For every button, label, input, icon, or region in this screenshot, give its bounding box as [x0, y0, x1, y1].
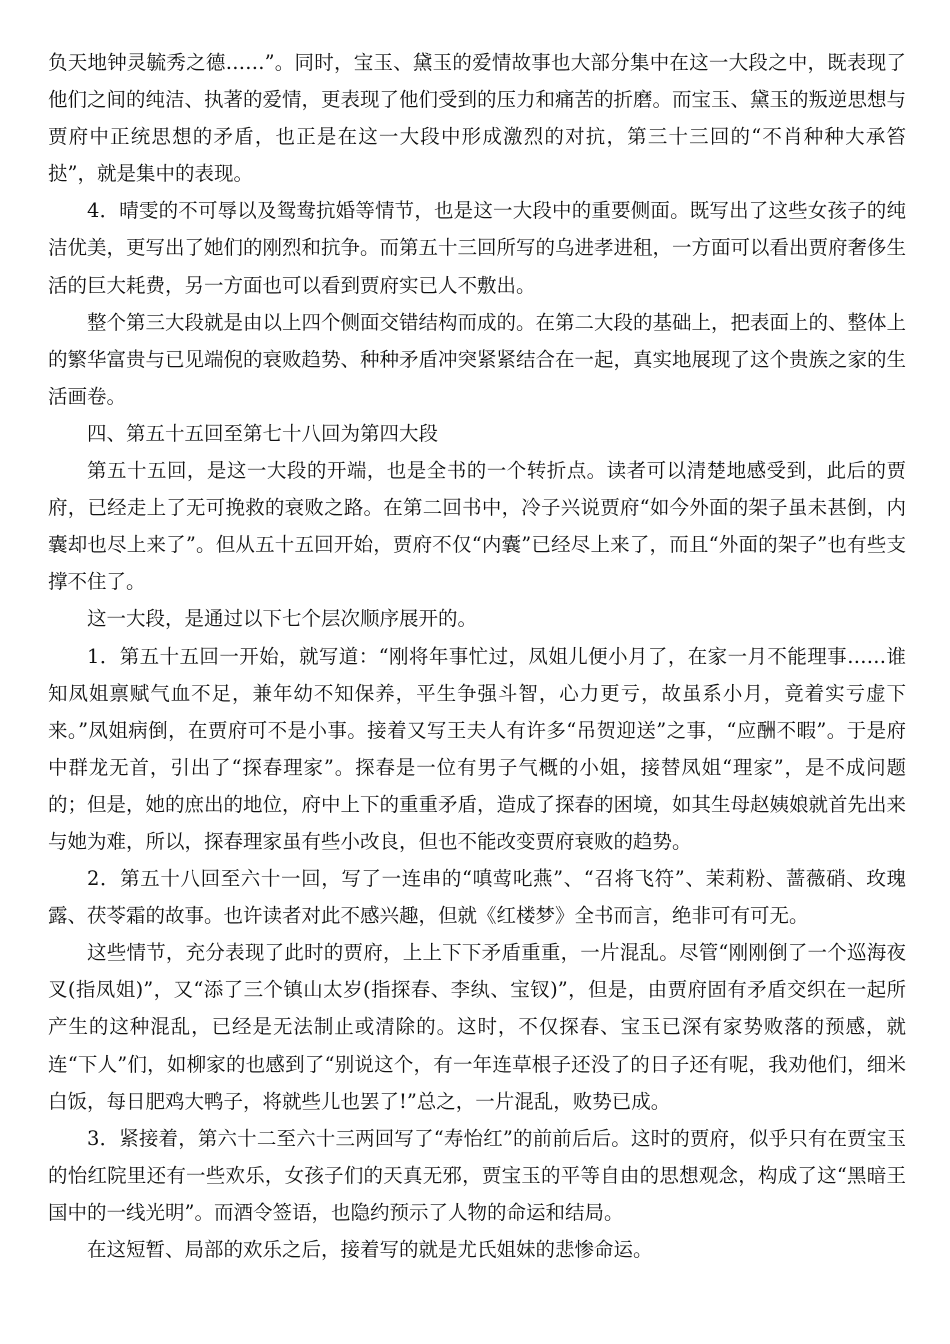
- paragraph-summary: 整个第三大段就是由以上四个侧面交错结构而成的。在第二大段的基础上，把表面上的、整体上的繁华富贵与已见端倪的衰败趋势、种种矛盾冲突紧紧结合在一起，真实地展现了这个贵族之家的生活画卷。: [48, 310, 907, 408]
- paragraph-intro: 第五十五回，是这一大段的开端，也是全书的一个转折点。读者可以清楚地感受到，此后的贾府，已经走上了无可挽救的衰败之路。在第二回书中，冷子兴说贾府“如今外面的架子虽未甚倒，内囊却也尽上来了”。但从五十五回开始，贾府不仅“内囊”已经尽上来了，而且“外面的架子”也有些支撑不住了。: [48, 459, 906, 594]
- paragraph-overview: 这一大段，是通过以下七个层次顺序展开的。: [87, 607, 478, 631]
- paragraph-closing: 在这短暂、局部的欢乐之后，接着写的就是尤氏姐妹的悲惨命运。: [87, 1238, 653, 1261]
- paragraph-detail: 这些情节，充分表现了此时的贾府，上上下下矛盾重重，一片混乱。尽管“刚刚倒了一个巡海夜叉(指凤姐)”，又“添了三个镇山太岁(指探春、李纨、宝钗)”，但是，由贾府固有矛盾交织在一起所产生的这种混乱，已经是无法制止或清除的。这时，不仅探春、宝玉已深有家势败落的预感，就连“下人”们，如柳家的也感到了“别说这个，有一年连草根子还没了的日子还有呢，我劝他们，细米白饭，每日肥鸡大鸭子，将就些儿也罢了!”总之，一片混乱，败势已成。: [48, 941, 906, 1113]
- paragraph-continuation: 负天地钟灵毓秀之德……”。同时，宝玉、黛玉的爱情故事也大部分集中在这一大段之中，既表现了他们之间的纯洁、执著的爱情，更表现了他们受到的压力和痛苦的折磨。而宝玉、黛玉的叛逆思想与贾府中正统思想的矛盾，也正是在这一大段中形成激烈的对抗，第三十三回的“不肖种种大承笞挞”，就是集中的表现。: [48, 51, 907, 186]
- paragraph-item-4: 4．晴雯的不可辱以及鸳鸯抗婚等情节，也是这一大段中的重要侧面。既写出了这些女孩子的纯洁优美，更写出了她们的刚烈和抗争。而第五十三回所写的乌进孝进租，一方面可以看出贾府奢侈生活的巨大耗费，另一方面也可以看到贾府实已人不敷出。: [48, 199, 907, 297]
- paragraph-item-3: 3．紧接着，第六十二至六十三两回写了“寿怡红”的前前后后。这时的贾府，似乎只有在贾宝玉的怡红院里还有一些欢乐，女孩子们的天真无邪，贾宝玉的平等自由的思想观念，构成了这“黑暗王国中的一线光明”。而酒令签语，也隐约预示了人物的命运和结局。: [48, 1126, 906, 1224]
- paragraph-item-1: 1．第五十五回一开始，就写道：“刚将年事忙过，凤姐儿便小月了，在家一月不能理事……谁知凤姐禀赋气血不足，兼年幼不知保养，平生争强斗智，心力更亏，故虽系小月，竟着实亏虚下来。”凤姐病倒，在贾府可不是小事。接着又写王夫人有许多“吊贺迎送”之事，“应酬不暇”。于是府中群龙无首，引出了“探春理家”。探春是一位有男子气概的小姐，接替凤姐“理家”，是不成问题的；但是，她的庶出的地位，府中上下的重重矛盾，造成了探春的困境，如其生母赵姨娘就首先出来与她为难，所以，探春理家虽有些小改良，但也不能改变贾府衰败的趋势。: [48, 644, 907, 853]
- section-heading: 四、第五十五回至第七十八回为第四大段: [87, 421, 439, 445]
- document-page: [48, 44, 906, 1268]
- paragraph-item-2: 2．第五十八回至六十一回，写了一连串的“嗔莺叱燕”、“召将飞符”、茉莉粉、蔷薇硝、玫瑰露、茯苓霜的故事。也许读者对此不感兴趣，但就《红楼梦》全书而言，绝非可有可无。: [48, 867, 906, 928]
